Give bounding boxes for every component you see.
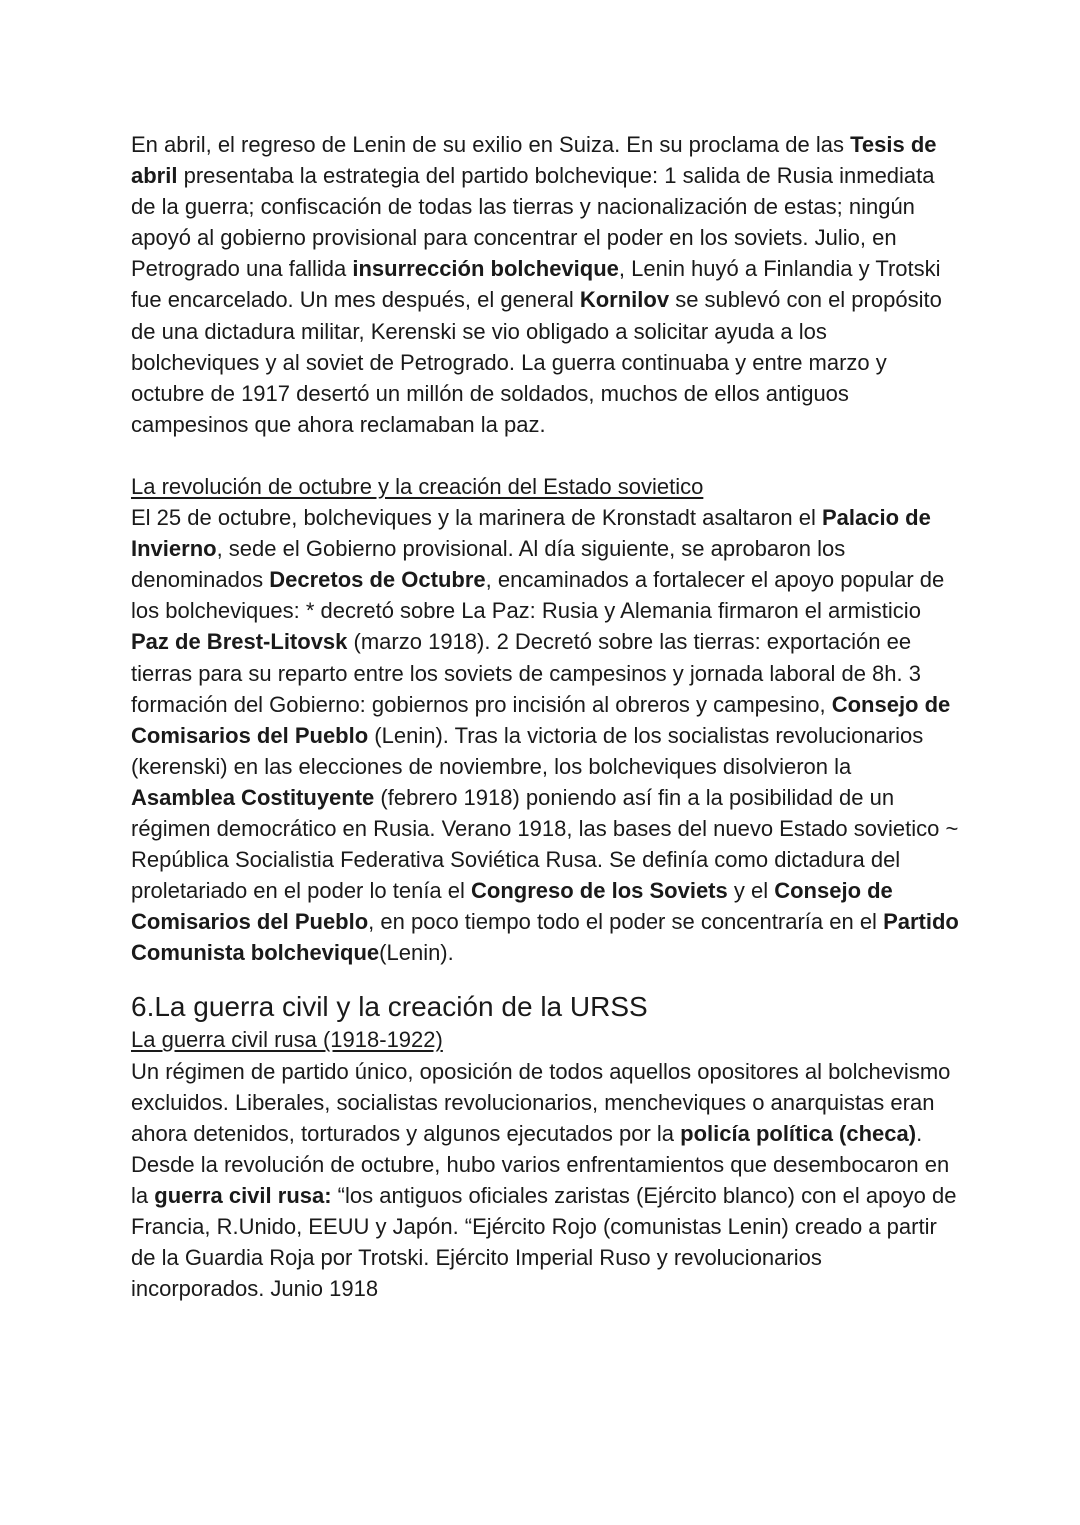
bold-term: Congreso de los Soviets (471, 878, 728, 904)
bold-term: Consejo de Comisarios del Pueblo (131, 878, 893, 935)
bold-term: Paz de Brest-Litovsk (131, 629, 348, 655)
subheading-russian-civil-war: La guerra civil rusa (1918-1922) (131, 1027, 443, 1053)
text-run: (marzo 1918). 2 Decretó sobre las tierras: exportación ee tierras para su reparto entre los soviets de campesinos y jornada laboral de 8h. 3 formación del Gobierno: gobiernos pro incisión al obreros y campesino, (131, 629, 921, 717)
section-heading-civil-war: 6.La guerra civil y la creación de la URSS (131, 991, 648, 1023)
paragraph-october-revolution (131, 502, 961, 968)
text-run: (Lenin). (379, 940, 454, 966)
text-run: “los antiguos oficiales zaristas (Ejército blanco) con el apoyo de Francia, R.Unido, EEUU y Japón. “Ejército Rojo (comunistas Lenin) creado a partir de la Guardia Roja por Trotski. Ejército Imperial Ruso y revolucionarios incorporados. Junio 1918 (131, 1182, 957, 1302)
document-page (131, 129, 961, 1304)
spacer (131, 968, 961, 990)
text-run: (febrero 1918) poniendo así fin a la posibilidad de un régimen democrático en Rusia. Verano 1918, las bases del nuevo Estado sovietico ~ República Socialistia Federativa Soviética Rusa. Se definía como dictadura del proletariado en el poder lo tenía el (131, 784, 959, 904)
bold-term: Asamblea Costituyente (131, 784, 375, 810)
paragraph-civil-war (131, 1056, 961, 1305)
text-run: El 25 de octubre, bolcheviques y la marinera de Kronstadt asaltaron el (131, 505, 822, 531)
text-run: , sede el Gobierno provisional. Al día siguiente, se aprobaron los denominados (131, 536, 846, 593)
text-run: se sublevó con el propósito de una dictadura militar, Kerenski se vio obligado a solicitar ayuda a los bolcheviques y al soviet de Petrogrado. La guerra continuaba y entre marzo y octubre de 1917 desertó un millón de soldados, muchos de ellos antiguos campesinos que ahora reclamaban la paz. (131, 287, 942, 437)
text-run: , encaminados a fortalecer el apoyo popular de los bolcheviques: * decretó sobre La Paz: Rusia y Alemania firmaron el armisticio (131, 567, 945, 624)
bold-term: Tesis de abril (131, 132, 937, 189)
text-run: , Lenin huyó a Finlandia y Trotski fue encarcelado. Un mes después, el general (131, 256, 941, 313)
bold-term: guerra civil rusa: (154, 1182, 332, 1208)
bold-term: insurrección bolchevique (352, 256, 619, 282)
bold-term: Consejo de Comisarios del Pueblo (131, 691, 951, 748)
bold-term: policía política (checa) (680, 1120, 917, 1146)
text-run: Un régimen de partido único, oposición de todos aquellos opositores al bolchevismo excluidos. Liberales, socialistas revolucionarios, mencheviques o anarquistas eran ahora detenidos, torturados y algunos ejecutados por la (131, 1058, 951, 1146)
spacer (131, 440, 961, 471)
subheading-october-revolution: La revolución de octubre y la creación del Estado sovietico (131, 473, 704, 499)
text-run: . Desde la revolución de octubre, hubo varios enfrentamientos que desembocaron en la (131, 1120, 950, 1208)
bold-term: Palacio de Invierno (131, 505, 931, 562)
text-run: (Lenin). Tras la victoria de los socialistas revolucionarios (kerenski) en las elecciones de noviembre, los bolcheviques disolvieron la (131, 722, 924, 779)
bold-term: Kornilov (579, 287, 670, 313)
text-run: En abril, el regreso de Lenin de su exilio en Suiza. En su proclama de las (131, 132, 851, 157)
text-run: presentaba la estrategia del partido bolchevique: 1 salida de Rusia inmediata de la guerra; confiscación de todas las tierras y nacionalización de estas; ningún apoyó al gobierno provisional para concentrar el poder en los soviets. Julio, en Petrogrado una fallida (131, 163, 935, 282)
text-run: y el (727, 878, 775, 904)
bold-term: Decretos de Octubre (269, 567, 486, 593)
paragraph-april-theses (131, 129, 961, 440)
text-run: , en poco tiempo todo el poder se concentraría en el (368, 909, 884, 935)
bold-term: Partido Comunista bolchevique (131, 909, 959, 966)
